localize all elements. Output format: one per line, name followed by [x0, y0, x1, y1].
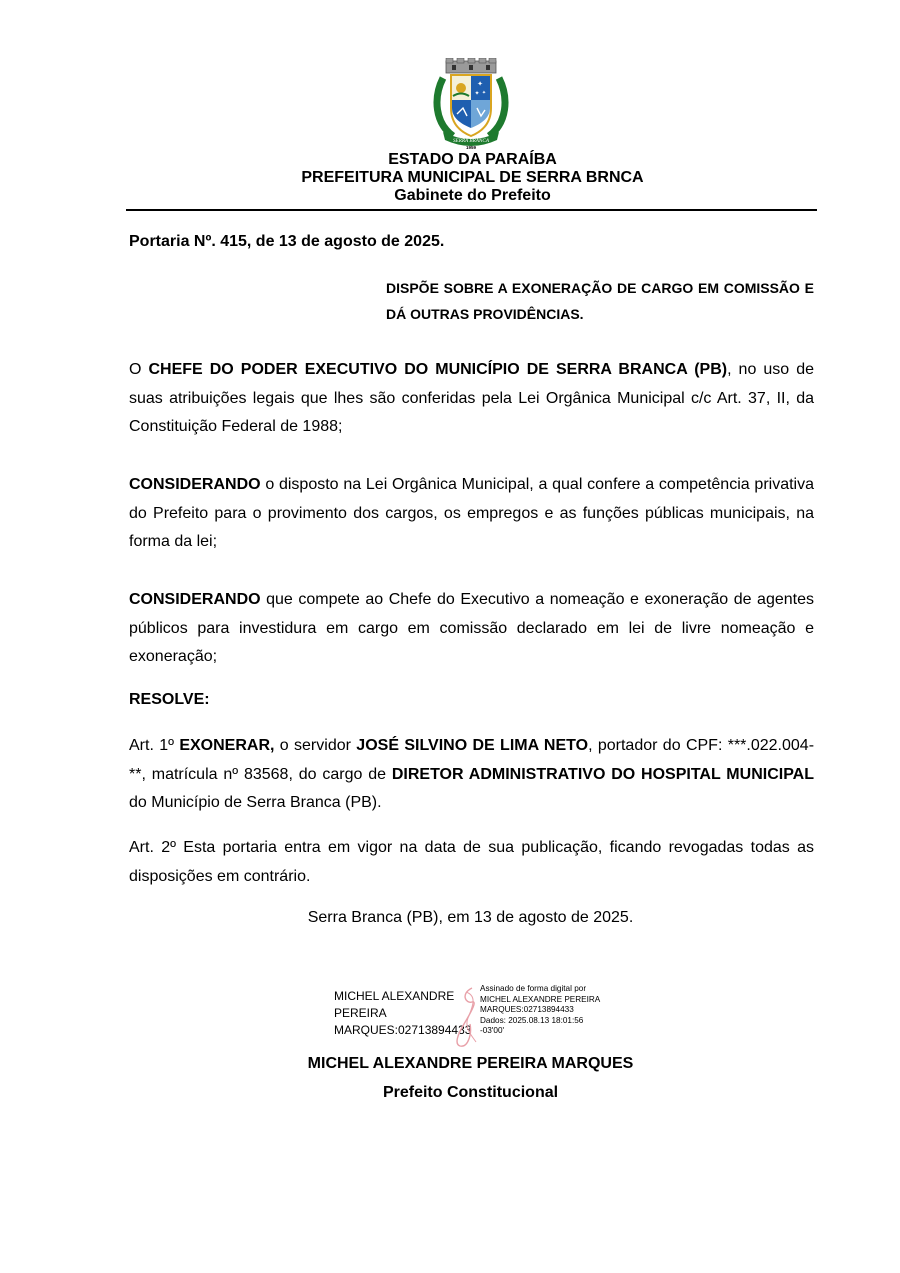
shield-icon [451, 75, 491, 136]
signature-meta-line: Dados: 2025.08.13 18:01:56 [480, 1015, 584, 1025]
position-title: DIRETOR ADMINISTRATIVO DO HOSPITAL MUNICIPAL [391, 765, 814, 783]
considerando-text: que compete ao Chefe do Executivo a nomeação e exoneração de agentes públicos para investidura em cargo em comissão declarado em lei de livre nomeação e exoneração; [129, 591, 814, 665]
intro-authority: CHEFE DO PODER EXECUTIVO DO MUNICÍPIO DE SERRA BRANCA (PB) [148, 361, 728, 378]
intro-paragraph [129, 356, 814, 442]
digital-signature [334, 984, 614, 1050]
article-1-text: , portador do CPF: ***.022.004-**, matrícula nº 83568, do cargo de [129, 737, 815, 783]
signature-metadata [480, 984, 620, 1037]
svg-text:✦: ✦ [477, 80, 483, 88]
signer-name: MICHEL ALEXANDRE PEREIRA MARQUES [307, 1055, 634, 1072]
article-1 [129, 732, 814, 818]
considerando-paragraph-1 [129, 471, 814, 557]
considerando-text: o disposto na Lei Orgânica Municipal, a qual confere a competência privativa do Prefeito para o provimento dos cargos, os empregos e as funções públicas municipais, na forma da lei; [129, 476, 814, 550]
office-name: Gabinete do Prefeito [394, 187, 551, 204]
signer-role: Prefeito Constitucional [382, 1084, 559, 1101]
signature-meta-line: MICHEL ALEXANDRE PEREIRA [480, 994, 601, 1004]
svg-text:✦: ✦ [474, 90, 480, 97]
servant-name: JOSÉ SILVINO DE LIMA NETO [356, 737, 589, 754]
considerando-keyword: CONSIDERANDO [129, 476, 261, 493]
crest-motto: SERRA BRANCA [452, 138, 490, 144]
crest-year: 1959 [465, 145, 477, 150]
article-1-text: do Município de Serra Branca (PB). [129, 794, 382, 811]
svg-text:✦: ✦ [481, 90, 487, 96]
municipal-coat-of-arms [433, 58, 509, 150]
resolve-heading: RESOLVE: [129, 691, 210, 708]
intro-prefix: O [129, 361, 149, 378]
signature-meta-line: -03'00' [480, 1026, 505, 1036]
article-1-text: o servidor [274, 737, 357, 754]
signature-meta-line: MARQUES:02713894433 [480, 1005, 574, 1015]
article-2: Art. 2º Esta portaria entra em vigor na data de sua publicação, ficando revogadas todas as disposições em contrário. [129, 839, 814, 885]
ementa: DISPÕE SOBRE A EXONERAÇÃO DE CARGO EM COMISSÃO E DÁ OUTRAS PROVIDÊNCIAS. [386, 280, 814, 322]
signature-name-line: MARQUES:02713894433 [334, 1023, 472, 1037]
header-divider [126, 209, 817, 211]
mural-crown-icon [446, 58, 496, 73]
portaria-title: Portaria Nº. 415, de 13 de agosto de 2025. [129, 233, 445, 250]
considerando-keyword: CONSIDERANDO [129, 591, 261, 608]
document-header [128, 151, 817, 205]
signature-name-line: MICHEL ALEXANDRE [334, 989, 455, 1003]
intro-text: , no uso de suas atribuições legais que lhes são conferidas pela Lei Orgânica Municipal c/c Art. 37, II, da Constituição Federal de 1988; [129, 361, 815, 435]
place-date: Serra Branca (PB), em 13 de agosto de 2025. [307, 909, 634, 926]
article-1-number: Art. 1º [129, 737, 180, 754]
article-1-action: EXONERAR, [179, 737, 275, 754]
signature-name-line: PEREIRA [334, 1006, 387, 1020]
considerando-paragraph-2 [129, 586, 814, 672]
state-name: ESTADO DA PARAÍBA [388, 151, 557, 168]
signature-meta-line: Assinado de forma digital por [480, 984, 587, 993]
municipality-name: PREFEITURA MUNICIPAL DE SERRA BRNCA [301, 169, 644, 186]
